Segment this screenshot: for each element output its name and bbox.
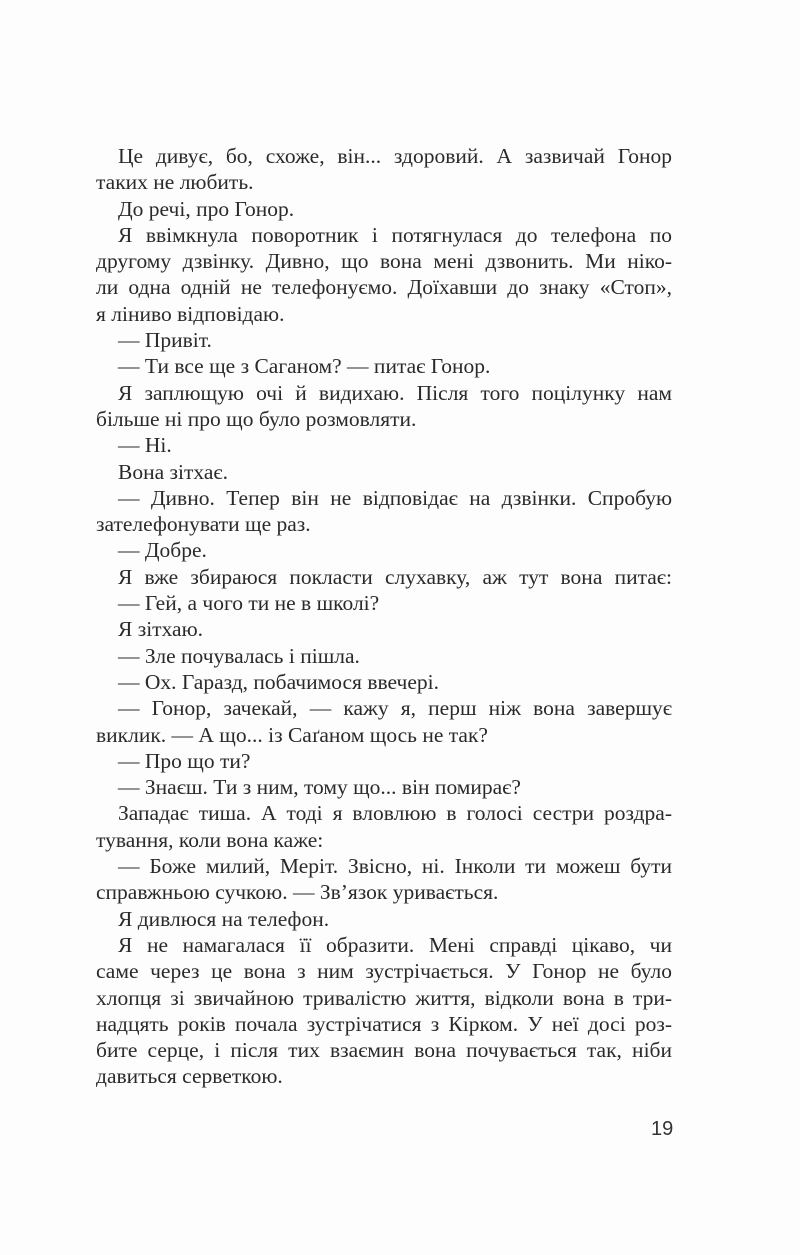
text-line: — Дивно. Тепер він не відповідає на дзвінки. Спробую — [118, 485, 672, 510]
text-line: — Добре. — [118, 538, 207, 563]
text-line: саме через це вона з ним зустрічається. У Гонор не було — [96, 959, 672, 984]
text-line: виклик. — А що... із Саґаном щось не так? — [96, 722, 488, 747]
text-line: Я зітхаю. — [118, 617, 204, 642]
text-line: — Привіт. — [118, 328, 212, 353]
text-line: Це дивує, бо, схоже, він... здоровий. А зазвичай Гонор — [118, 144, 672, 168]
text-line: бите серце, і після тих взаємин вона почувається так, ніби — [96, 1038, 672, 1063]
text-line: — Знаєш. Ти з ним, тому що... він помирає? — [118, 775, 521, 800]
text-line: хлопця зі звичайною тривалістю життя, відколи вона в три- — [96, 985, 672, 1010]
text-line: — Про що ти? — [118, 748, 251, 773]
text-line: надцять років почала зустрічатися з Кірком. У неї досі роз- — [96, 1011, 672, 1036]
text-line: — Ох. Гаразд, побачимося ввечері. — [118, 669, 439, 694]
text-line: — Гонор, зачекай, — кажу я, перш ніж вона завершує — [118, 696, 672, 721]
text-line: — Ти все ще з Саганом? — питає Гонор. — [118, 354, 491, 379]
text-line: я ліниво відповідаю. — [96, 301, 285, 326]
body-text — [96, 143, 672, 1090]
text-line: Я не намагалася її образити. Мені справді цікаво, чи — [118, 932, 672, 957]
text-line: Западає тиша. А тоді я вловлюю в голосі сестри роздра- — [118, 801, 672, 826]
page-number: 19 — [651, 1118, 674, 1140]
text-line: Вона зітхає. — [118, 459, 228, 484]
text-line: тування, коли вона каже: — [96, 827, 324, 852]
text-line: — Гей, а чого ти не в школі? — [118, 591, 380, 616]
text-line: Я вже збираюся покласти слухавку, аж тут вона питає: — [118, 564, 672, 589]
text-line: До речі, про Гонор. — [118, 196, 295, 221]
text-line: справжньою сучкою. — Зв’язок уривається. — [96, 880, 499, 905]
text-line: — Ні. — [118, 433, 172, 458]
text-line: ли одна одній не телефонуємо. Доїхавши до знаку «Стоп», — [96, 275, 672, 300]
text-line: другому дзвінку. Дивно, що вона мені дзвонить. Ми ніко- — [96, 249, 672, 274]
text-line: — Зле почувалась і пішла. — [118, 643, 360, 668]
text-line: Я заплющую очі й видихаю. Після того поцілунку нам — [118, 380, 672, 405]
text-line: більше ні про що було розмовляти. — [96, 406, 417, 431]
text-line: — Боже милий, Меріт. Звісно, ні. Інколи ти можеш бути — [118, 854, 672, 879]
text-line: зателефонувати ще раз. — [96, 512, 311, 537]
text-line: таких не любить. — [96, 170, 254, 195]
text-line: Я ввімкнула поворотник і потягнулася до телефона по — [118, 222, 672, 247]
text-line: Я дивлюся на телефон. — [118, 906, 330, 931]
text-line: давиться серветкою. — [96, 1064, 283, 1089]
